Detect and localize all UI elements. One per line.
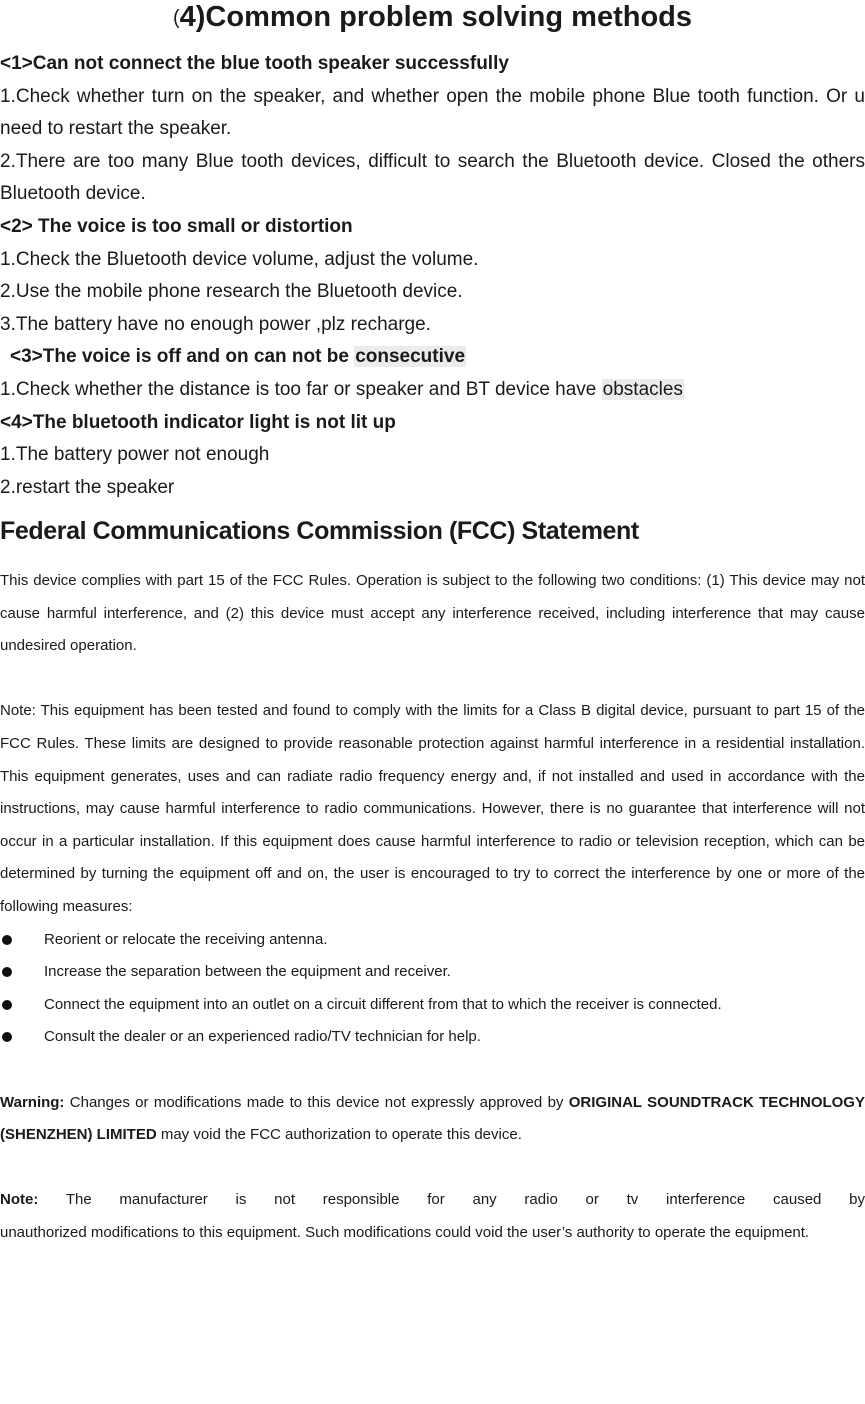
fcc-note-2-line-1 <box>0 1184 865 1217</box>
problem-3-item-1-highlight: obstacles <box>602 378 683 400</box>
bullet-icon <box>2 1000 12 1010</box>
problem-1-item-1: 1.Check whether turn on the speaker, and whether open the mobile phone Blue tooth function. Or u need to restart the speaker. <box>0 85 865 140</box>
measure-item <box>0 989 865 1022</box>
measure-item <box>0 956 865 989</box>
title-text: 4)Common problem solving methods <box>179 1 693 33</box>
company-name: ORIGINAL SOUNDTRACK TECHNOLOGY (SHENZHEN) LIMITED <box>0 1093 865 1144</box>
problem-3-heading-text: <3>The voice is off and on can not be <box>10 346 355 368</box>
problem-2-item-2: 2.Use the mobile phone research the Bluetooth device. <box>0 281 463 303</box>
problem-3-item-1-text: 1.Check whether the distance is too far or speaker and BT device have <box>0 378 602 400</box>
title-paren: ( <box>172 7 180 29</box>
fcc-statement: This device complies with part 15 of the FCC Rules. Operation is subject to the following two conditions: (1) This device may not cause harmful interference, and (2) this device must accept any interference received, including interference that may cause undesired operation. <box>0 572 865 655</box>
fcc-warning <box>0 1087 865 1152</box>
bullet-icon <box>2 967 12 977</box>
problem-2-item-3: 3.The battery have no enough power ,plz recharge. <box>0 313 431 335</box>
fcc-title: Federal Communications Commission (FCC) Statement <box>0 517 639 545</box>
measures-list <box>0 924 865 1054</box>
warning-text-a: Changes or modifications made to this device not expressly approved by <box>64 1093 569 1111</box>
problem-1-heading: <1>Can not connect the blue tooth speaker successfully <box>0 53 509 74</box>
fcc-section <box>0 565 865 1249</box>
warning-label: Warning: <box>0 1093 65 1111</box>
note-2-text-a: The manufacturer is not responsible for any radio or tv interference caused by <box>38 1191 865 1209</box>
problem-3-heading <box>0 341 865 374</box>
measure-text: Reorient or relocate the receiving antenna. <box>44 930 328 948</box>
measure-text: Consult the dealer or an experienced radio/TV technician for help. <box>44 1028 481 1046</box>
problem-4-item-1: 1.The battery power not enough <box>0 444 270 466</box>
bullet-icon <box>2 1032 12 1042</box>
measure-text: Increase the separation between the equipment and receiver. <box>44 963 451 981</box>
problem-2-item-1: 1.Check the Bluetooth device volume, adjust the volume. <box>0 248 479 270</box>
problem-1-item-2: 2.There are too many Blue tooth devices, difficult to search the Bluetooth device. Closed the others Bluetooth device. <box>0 150 865 205</box>
warning-text-b: may void the FCC authorization to operate this device. <box>156 1126 522 1144</box>
problem-solving-section <box>0 48 865 504</box>
problem-4-heading: <4>The bluetooth indicator light is not lit up <box>0 411 396 433</box>
measure-item <box>0 924 865 957</box>
page-title <box>0 0 865 35</box>
note-2-label: Note: <box>0 1191 39 1209</box>
fcc-note-2-rest: unauthorized modifications to this equipment. Such modifications could void the user’s authority to operate the equipment. <box>0 1223 810 1241</box>
problem-3-heading-highlight: consecutive <box>355 346 466 368</box>
measure-text: Connect the equipment into an outlet on a circuit different from that to which the receiver is connected. <box>44 995 722 1013</box>
problem-4-item-2: 2.restart the speaker <box>0 476 175 498</box>
fcc-note-1: Note: This equipment has been tested and found to comply with the limits for a Class B digital device, pursuant to part 15 of the FCC Rules. These limits are designed to provide reasonable protection against harmful interference in a residential installation. This equipment generates, uses and can radiate radio frequency energy and, if not installed and used in accordance with the instructions, may cause harmful interference to radio communications. However, there is no guarantee that interference will not occur in a particular installation. If this equipment does cause harmful interference to radio or television reception, which can be determined by turning the equipment off and on, the user is encouraged to try to correct the interference by one or more of the following measures: <box>0 702 865 915</box>
spacer <box>0 1152 865 1185</box>
spacer <box>0 1054 865 1087</box>
problem-3-item-1 <box>0 374 865 407</box>
spacer <box>0 663 865 696</box>
problem-2-heading: <2> The voice is too small or distortion <box>0 215 353 237</box>
measure-item <box>0 1021 865 1054</box>
bullet-icon <box>2 935 12 945</box>
